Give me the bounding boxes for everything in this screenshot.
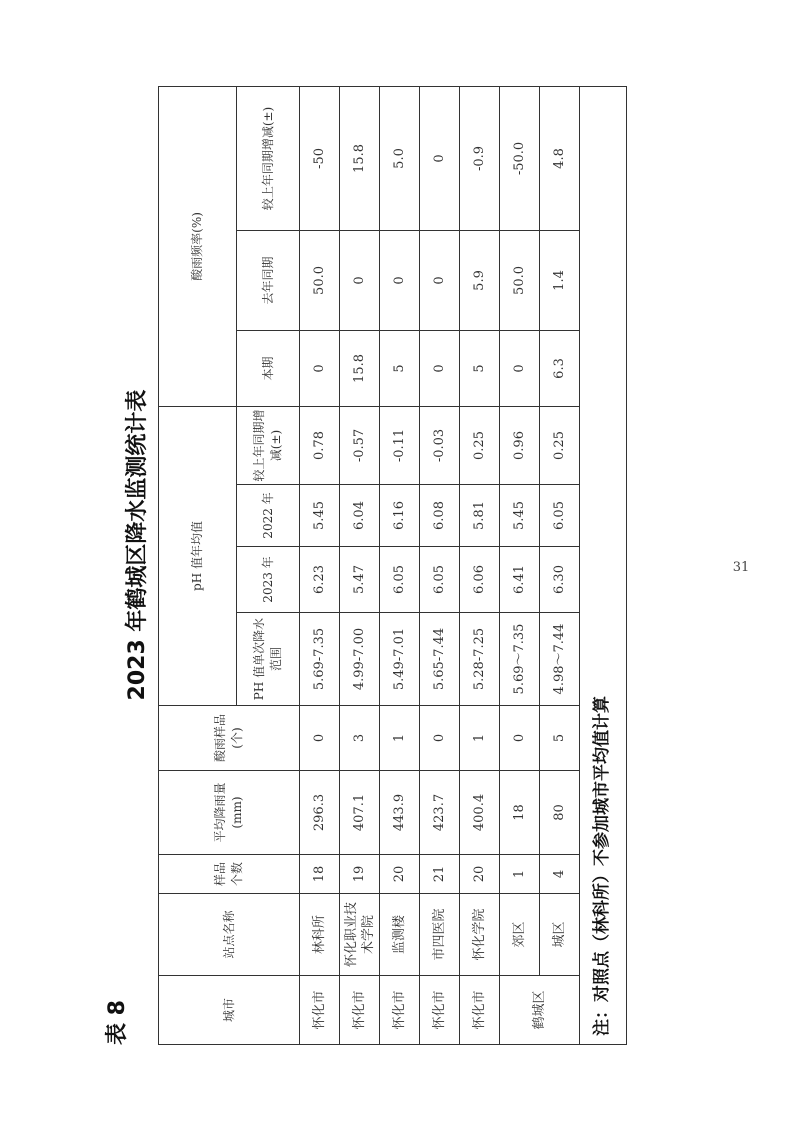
cell-range: 4.98～7.44	[540, 613, 580, 706]
cell-freq-last: 5.9	[460, 230, 500, 330]
cell-freq-last: 0	[380, 230, 420, 330]
header-ph-2022: 2022 年	[237, 485, 300, 547]
cell-freq-delta: -50.0	[500, 86, 540, 230]
cell-freq-current: 5	[460, 330, 500, 406]
table-note: 注：对照点（林科所）不参加城市平均值计算	[592, 696, 612, 1036]
cell-freq-current: 0	[420, 330, 460, 406]
cell-phdelta: -0.57	[340, 406, 380, 484]
header-freq-group: 酸雨频率(%)	[159, 86, 237, 406]
header-station: 站点名称	[159, 894, 300, 976]
header-avg-rain: 平均降雨量 (mm)	[159, 771, 300, 855]
cell-samples: 20	[460, 855, 500, 894]
cell-ph2023: 5.47	[340, 547, 380, 613]
cell-freq-current: 0	[300, 330, 340, 406]
cell-rain: 423.7	[420, 771, 460, 855]
cell-ph2022: 6.08	[420, 485, 460, 547]
cell-city: 怀化市	[340, 976, 380, 1045]
cell-range: 5.65-7.44	[420, 613, 460, 706]
header-freq-last: 去年同期	[237, 230, 300, 330]
cell-freq-last: 50.0	[300, 230, 340, 330]
cell-acid: 0	[420, 706, 460, 771]
cell-acid: 3	[340, 706, 380, 771]
cell-acid: 5	[540, 706, 580, 771]
cell-samples: 21	[420, 855, 460, 894]
table-row	[340, 86, 380, 1044]
cell-samples: 1	[500, 855, 540, 894]
cell-station: 城区	[540, 894, 580, 976]
header-row-1	[159, 86, 237, 1044]
cell-freq-delta: 4.8	[540, 86, 580, 230]
cell-ph2023: 6.41	[500, 547, 540, 613]
cell-rain: 296.3	[300, 771, 340, 855]
cell-ph2023: 6.05	[380, 547, 420, 613]
cell-ph2022: 5.45	[500, 485, 540, 547]
page-number: 31	[732, 560, 750, 575]
cell-station: 怀化学院	[460, 894, 500, 976]
cell-ph2023: 6.05	[420, 547, 460, 613]
cell-freq-delta: -0.9	[460, 86, 500, 230]
cell-freq-last: 1.4	[540, 230, 580, 330]
cell-ph2022: 6.04	[340, 485, 380, 547]
cell-ph2022: 5.81	[460, 485, 500, 547]
cell-freq-last: 0	[420, 230, 460, 330]
header-ph-range: PH 值单次降水范围	[237, 613, 300, 706]
table-row	[300, 86, 340, 1044]
note-row	[580, 86, 627, 1044]
page-title: 2023 年鹤城区降水监测统计表	[125, 389, 150, 701]
cell-station: 林科所	[300, 894, 340, 976]
table-row	[420, 86, 460, 1044]
note-cell	[580, 86, 627, 1044]
cell-rain: 80	[540, 771, 580, 855]
cell-freq-delta: 0	[420, 86, 460, 230]
cell-acid: 1	[380, 706, 420, 771]
cell-range: 5.49-7.01	[380, 613, 420, 706]
table-label: 表 8	[105, 1000, 130, 1045]
cell-city: 怀化市	[460, 976, 500, 1045]
cell-phdelta: 0.78	[300, 406, 340, 484]
cell-range: 5.69-7.35	[300, 613, 340, 706]
cell-ph2022: 6.16	[380, 485, 420, 547]
table-row	[540, 86, 580, 1044]
cell-ph2023: 6.06	[460, 547, 500, 613]
cell-ph2022: 6.05	[540, 485, 580, 547]
cell-city: 怀化市	[380, 976, 420, 1045]
cell-freq-delta: 15.8	[340, 86, 380, 230]
rainfall-statistics-table	[158, 86, 627, 1045]
header-ph-delta: 较上年同期增减(±)	[237, 406, 300, 484]
cell-city: 怀化市	[300, 976, 340, 1045]
cell-freq-delta: 5.0	[380, 86, 420, 230]
cell-samples: 20	[380, 855, 420, 894]
cell-phdelta: 0.96	[500, 406, 540, 484]
cell-range: 5.69～7.35	[500, 613, 540, 706]
cell-freq-current: 15.8	[340, 330, 380, 406]
cell-freq-current: 0	[500, 330, 540, 406]
cell-station: 怀化职业技术学院	[340, 894, 380, 976]
cell-range: 4.99-7.00	[340, 613, 380, 706]
header-freq-current: 本期	[237, 330, 300, 406]
cell-samples: 4	[540, 855, 580, 894]
header-sample-count: 样品个数	[159, 855, 300, 894]
table-row	[500, 86, 540, 1044]
cell-rain: 407.1	[340, 771, 380, 855]
header-ph-group: pH 值年均值	[159, 406, 237, 705]
cell-phdelta: 0.25	[540, 406, 580, 484]
cell-station: 郊区	[500, 894, 540, 976]
cell-rain: 400.4	[460, 771, 500, 855]
cell-phdelta: -0.03	[420, 406, 460, 484]
rotated-page	[100, 45, 690, 1045]
header-freq-delta: 较上年同期增减(±)	[237, 86, 300, 230]
cell-ph2023: 6.23	[300, 547, 340, 613]
cell-phdelta: 0.25	[460, 406, 500, 484]
header-city: 城市	[159, 976, 300, 1045]
cell-acid: 1	[460, 706, 500, 771]
cell-rain: 443.9	[380, 771, 420, 855]
cell-rain: 18	[500, 771, 540, 855]
cell-freq-last: 50.0	[500, 230, 540, 330]
cell-ph2022: 5.45	[300, 485, 340, 547]
cell-freq-current: 5	[380, 330, 420, 406]
cell-phdelta: -0.11	[380, 406, 420, 484]
cell-samples: 18	[300, 855, 340, 894]
cell-samples: 19	[340, 855, 380, 894]
cell-ph2023: 6.30	[540, 547, 580, 613]
cell-freq-current: 6.3	[540, 330, 580, 406]
cell-freq-last: 0	[340, 230, 380, 330]
cell-station: 监测楼	[380, 894, 420, 976]
cell-range: 5.28-7.25	[460, 613, 500, 706]
header-acid-samples: 酸雨样品 (个)	[159, 706, 300, 771]
table-row	[380, 86, 420, 1044]
cell-city-merged: 鹤城区	[500, 976, 580, 1045]
header-ph-2023: 2023 年	[237, 547, 300, 613]
cell-station: 市四医院	[420, 894, 460, 976]
table-row	[460, 86, 500, 1044]
cell-acid: 0	[500, 706, 540, 771]
cell-freq-delta: -50	[300, 86, 340, 230]
cell-city: 怀化市	[420, 976, 460, 1045]
cell-acid: 0	[300, 706, 340, 771]
